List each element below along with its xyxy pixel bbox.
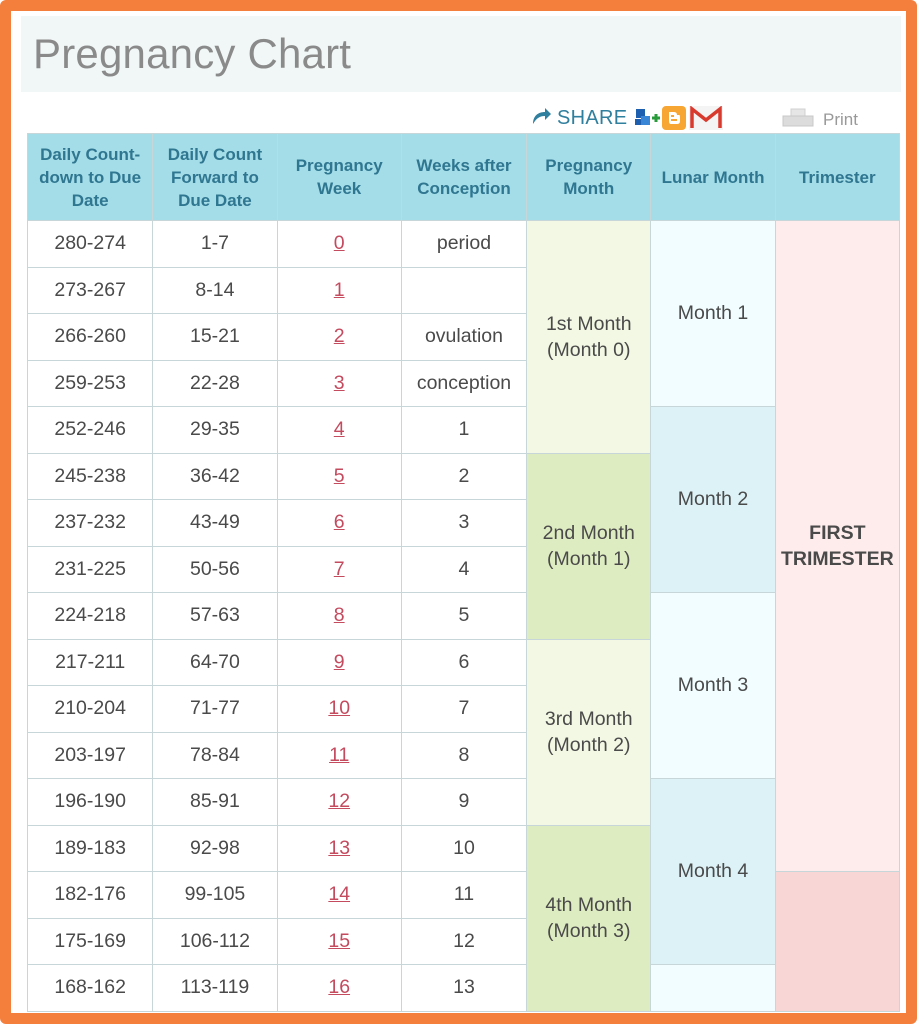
gmail-icon[interactable] (689, 106, 713, 130)
column-header: Daily Count Forward to Due Date (153, 134, 277, 221)
countdown-cell: 175-169 (28, 918, 153, 965)
share-arrow-icon[interactable] (529, 104, 553, 133)
delicious-icon[interactable] (635, 106, 659, 130)
blogger-icon[interactable] (662, 106, 686, 130)
printer-icon[interactable] (781, 107, 823, 134)
table-header-row (28, 134, 900, 221)
forward-cell: 106-112 (153, 918, 277, 965)
countdown-cell: 203-197 (28, 732, 153, 779)
conception-cell: 11 (401, 872, 526, 919)
conception-cell: 7 (401, 686, 526, 733)
week-link[interactable]: 6 (333, 511, 345, 534)
trimester-label: FIRST (809, 522, 866, 544)
pregnancy-month-cell (527, 825, 651, 1011)
week-link[interactable]: 14 (328, 883, 351, 906)
pregnancy-month-label: 4th Month (545, 894, 633, 916)
conception-cell: 8 (401, 732, 526, 779)
pregnancy-month-label: 3rd Month (544, 708, 633, 730)
week-cell (277, 825, 401, 872)
week-cell (277, 546, 401, 593)
week-link[interactable]: 8 (333, 604, 345, 627)
week-cell (277, 965, 401, 1012)
table-row (28, 407, 900, 454)
forward-cell: 22-28 (153, 360, 277, 407)
table-row (28, 221, 900, 268)
pregnancy-month-cell (527, 639, 651, 825)
week-cell (277, 732, 401, 779)
week-cell (277, 918, 401, 965)
week-cell (277, 314, 401, 361)
forward-cell: 29-35 (153, 407, 277, 454)
pregnancy-month-sublabel: (Month 3) (547, 920, 631, 942)
countdown-cell: 280-274 (28, 221, 153, 268)
forward-cell: 92-98 (153, 825, 277, 872)
week-link[interactable]: 0 (333, 232, 345, 255)
share-bar[interactable] (529, 103, 716, 133)
week-cell (277, 407, 401, 454)
countdown-cell: 231-225 (28, 546, 153, 593)
countdown-cell: 259-253 (28, 360, 153, 407)
countdown-cell: 266-260 (28, 314, 153, 361)
week-cell (277, 360, 401, 407)
countdown-cell: 245-238 (28, 453, 153, 500)
conception-cell: period (401, 221, 526, 268)
conception-cell (401, 267, 526, 314)
conception-cell: 4 (401, 546, 526, 593)
week-cell (277, 500, 401, 547)
conception-cell: 2 (401, 453, 526, 500)
lunar-month-cell: Month 4 (651, 779, 775, 965)
week-cell (277, 639, 401, 686)
table-row (28, 965, 900, 1012)
week-link[interactable]: 9 (333, 650, 345, 673)
forward-cell: 15-21 (153, 314, 277, 361)
forward-cell: 85-91 (153, 779, 277, 826)
week-link[interactable]: 11 (329, 743, 350, 766)
pregnancy-month-sublabel: (Month 0) (547, 338, 631, 361)
countdown-cell: 168-162 (28, 965, 153, 1012)
week-link[interactable]: 3 (333, 371, 345, 394)
week-link[interactable]: 10 (328, 697, 351, 720)
conception-cell: conception (401, 360, 526, 407)
conception-cell: 13 (401, 965, 526, 1012)
pregnancy-month-cell (527, 221, 651, 454)
table-row (28, 779, 900, 826)
week-link[interactable]: 16 (328, 976, 351, 999)
countdown-cell: 189-183 (28, 825, 153, 872)
forward-cell: 36-42 (153, 453, 277, 500)
countdown-cell: 196-190 (28, 779, 153, 826)
conception-cell: 3 (401, 500, 526, 547)
week-link[interactable]: 5 (333, 464, 345, 487)
column-header: Pregnancy Month (527, 134, 651, 221)
week-cell (277, 593, 401, 640)
forward-cell: 8-14 (153, 267, 277, 314)
column-header: Weeks after Conception (401, 134, 526, 221)
week-cell (277, 779, 401, 826)
forward-cell: 78-84 (153, 732, 277, 779)
forward-cell: 71-77 (153, 686, 277, 733)
week-cell (277, 453, 401, 500)
column-header: Trimester (775, 134, 899, 221)
conception-cell: 9 (401, 779, 526, 826)
countdown-cell: 237-232 (28, 500, 153, 547)
column-header: Lunar Month (651, 134, 775, 221)
column-header: Daily Count-down to Due Date (28, 134, 153, 221)
pregnancy-month-sublabel: (Month 1) (547, 548, 631, 570)
countdown-cell: 182-176 (28, 872, 153, 919)
conception-cell: ovulation (401, 314, 526, 361)
week-cell (277, 872, 401, 919)
forward-cell: 64-70 (153, 639, 277, 686)
conception-cell: 6 (401, 639, 526, 686)
forward-cell: 43-49 (153, 500, 277, 547)
countdown-cell: 273-267 (28, 267, 153, 314)
trimester-cell (775, 872, 899, 1012)
pregnancy-month-label: 2nd Month (542, 522, 635, 544)
conception-cell: 1 (401, 407, 526, 454)
countdown-cell: 224-218 (28, 593, 153, 640)
lunar-month-cell: Month 2 (651, 407, 775, 593)
countdown-cell: 252-246 (28, 407, 153, 454)
trimester-sublabel: TRIMESTER (780, 548, 894, 570)
week-cell (277, 686, 401, 733)
week-link[interactable]: 13 (328, 836, 351, 859)
week-cell (277, 221, 401, 268)
pregnancy-table (27, 133, 900, 1012)
week-cell (277, 267, 401, 314)
title-bar (21, 16, 901, 92)
conception-cell: 10 (401, 825, 526, 872)
share-label[interactable]: SHARE (557, 106, 628, 129)
week-link[interactable]: 15 (328, 929, 351, 952)
pregnancy-month-cell (527, 453, 651, 639)
print-button[interactable] (781, 106, 858, 134)
week-link[interactable]: 1 (333, 278, 345, 301)
print-label[interactable]: Print (823, 110, 858, 129)
table-row (28, 593, 900, 640)
lunar-month-cell: Month 3 (651, 593, 775, 779)
forward-cell: 50-56 (153, 546, 277, 593)
week-link[interactable]: 2 (333, 325, 345, 348)
conception-cell: 5 (401, 593, 526, 640)
page-title: Pregnancy Chart (33, 30, 352, 77)
week-link[interactable]: 7 (333, 557, 345, 580)
trimester-cell (775, 221, 899, 872)
lunar-month-cell (651, 965, 775, 1012)
forward-cell: 57-63 (153, 593, 277, 640)
column-header: Pregnancy Week (277, 134, 401, 221)
countdown-cell: 217-211 (28, 639, 153, 686)
pregnancy-month-label: 1st Month (545, 312, 632, 335)
countdown-cell: 210-204 (28, 686, 153, 733)
week-link[interactable]: 4 (333, 418, 345, 441)
lunar-month-cell: Month 1 (651, 221, 775, 407)
week-link[interactable]: 12 (328, 790, 351, 813)
forward-cell: 1-7 (153, 221, 277, 268)
forward-cell: 113-119 (153, 965, 277, 1012)
conception-cell: 12 (401, 918, 526, 965)
forward-cell: 99-105 (153, 872, 277, 919)
pregnancy-month-sublabel: (Month 2) (547, 734, 631, 756)
